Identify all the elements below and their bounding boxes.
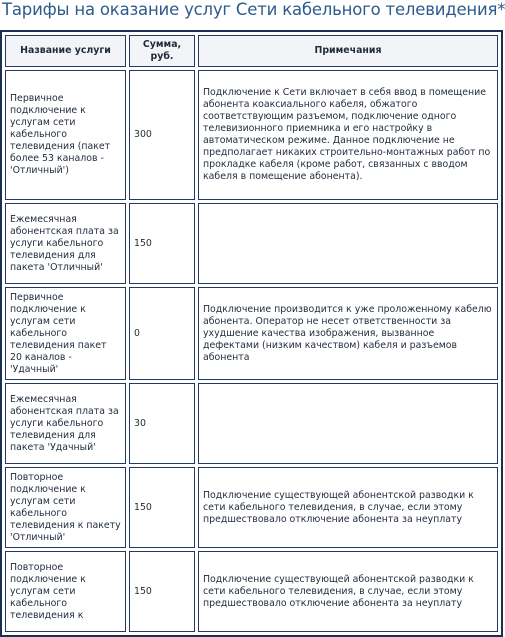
cell-sum: 150 bbox=[129, 551, 195, 632]
table-header-row bbox=[5, 35, 498, 67]
cell-sum: 150 bbox=[129, 203, 195, 284]
cell-sum: 300 bbox=[129, 70, 195, 200]
cell-notes: Подключение производится к уже проложенному кабелю абонента. Оператор не несет ответственности за ухудшение качества изображения, вызванное дефектами (низким качеством) кабеля и разъемов абонента bbox=[198, 287, 498, 380]
table-row bbox=[5, 467, 498, 548]
header-notes: Примечания bbox=[198, 35, 498, 67]
page-title: Тарифы на оказание услуг Сети кабельного телевидения* bbox=[2, 0, 505, 19]
cell-service-name: Ежемесячная абонентская плата за услуги кабельного телевидения для пакета 'Отличный' bbox=[5, 203, 126, 284]
cell-notes: Подключение к Сети включает в себя ввод в помещение абонента коаксиального кабеля, обжатого соответствующим разъемом, подключение одного телевизионного приемника и его настройку в автоматическом режиме. Данное подключение не предполагает никаких строительно-монтажных работ по прокладке кабеля (кроме работ, связанных с вводом кабеля в помещение абонента). bbox=[198, 70, 498, 200]
table-row bbox=[5, 551, 498, 632]
cell-sum: 30 bbox=[129, 383, 195, 464]
cell-notes bbox=[198, 203, 498, 284]
cell-notes: Подключение существующей абонентской разводки к сети кабельного телевидения, в случае, если этому предшествовало отключение абонента за неуплату bbox=[198, 551, 498, 632]
cell-service-name: Первичное подключение к услугам сети кабельного телевидения (пакет более 53 каналов - 'Отличный') bbox=[5, 70, 126, 200]
cell-notes bbox=[198, 383, 498, 464]
table-row bbox=[5, 203, 498, 284]
table-row bbox=[5, 383, 498, 464]
cell-sum: 150 bbox=[129, 467, 195, 548]
header-sum: Сумма, руб. bbox=[129, 35, 195, 67]
cell-service-name: Ежемесячная абонентская плата за услуги кабельного телевидения для пакета 'Удачный' bbox=[5, 383, 126, 464]
table-row bbox=[5, 70, 498, 200]
cell-sum: 0 bbox=[129, 287, 195, 380]
cell-service-name: Повторное подключение к услугам сети кабельного телевидения к bbox=[5, 551, 126, 632]
cell-service-name: Повторное подключение к услугам сети кабельного телевидения к пакету 'Отличный' bbox=[5, 467, 126, 548]
cell-service-name: Первичное подключение к услугам сети кабельного телевидения пакет 20 каналов - 'Удачный' bbox=[5, 287, 126, 380]
cell-notes: Подключение существующей абонентской разводки к сети кабельного телевидения, в случае, если этому предшествовало отключение абонента за неуплату bbox=[198, 467, 498, 548]
tariffs-table bbox=[0, 30, 503, 637]
header-service-name: Название услуги bbox=[5, 35, 126, 67]
table-row bbox=[5, 287, 498, 380]
